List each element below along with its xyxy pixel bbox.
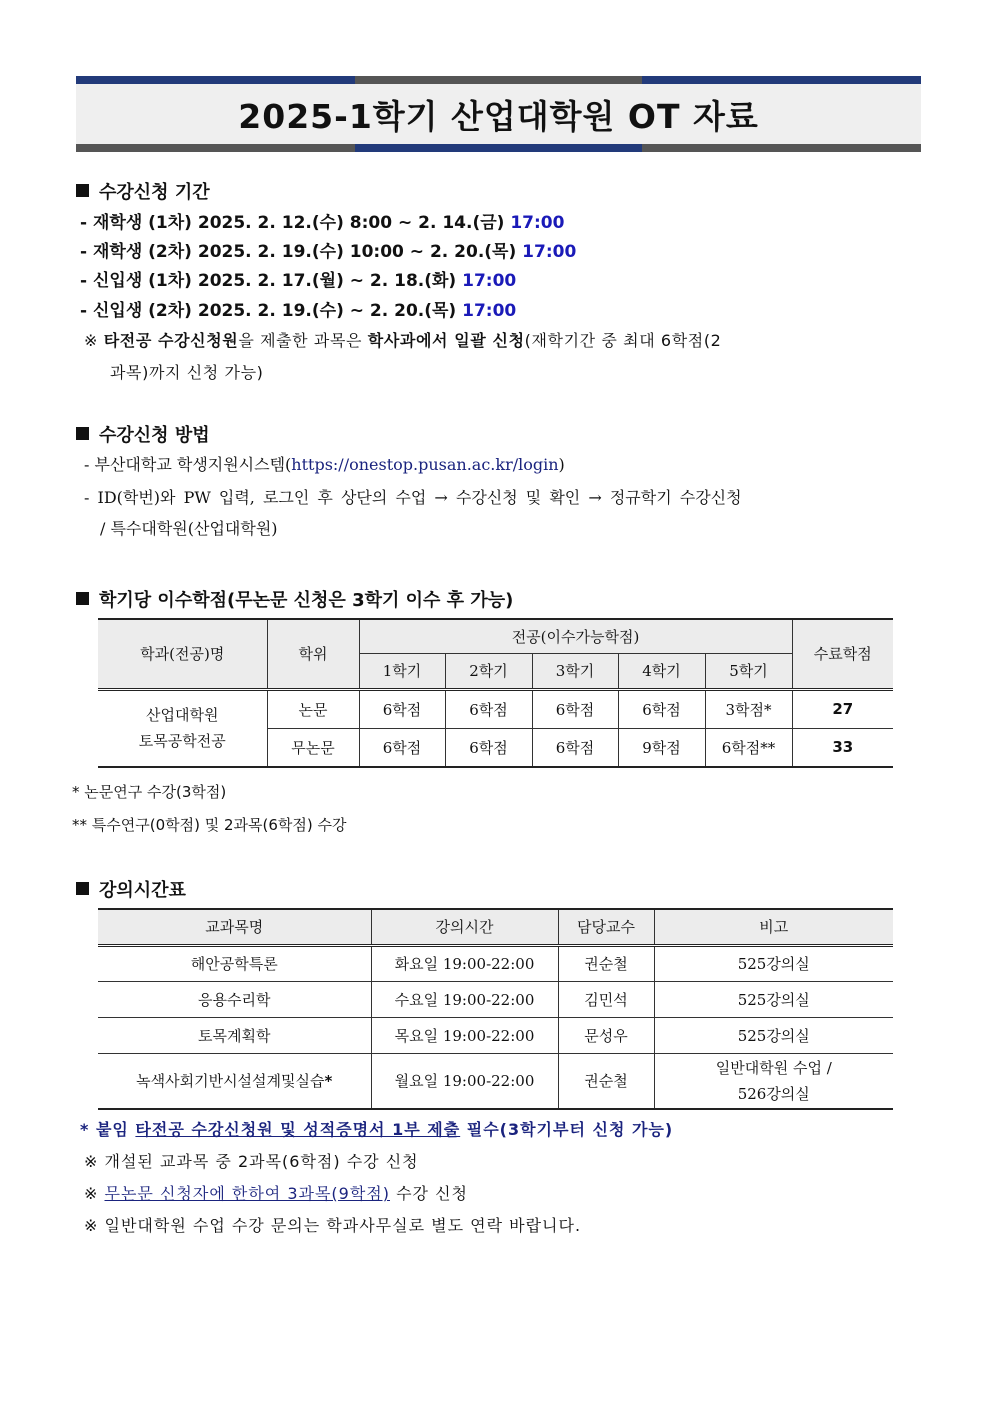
professor-cell: 권순철 xyxy=(558,945,654,981)
period-item: - 재학생 (2차) 2025. 2. 19.(수) 10:00 ~ 2. 20.(목) 17:00 xyxy=(80,242,577,262)
note-cell: 525강의실 xyxy=(737,1026,810,1045)
period-item: - 신입생 (2차) 2025. 2. 19.(수) ~ 2. 20.(목) 17:00 xyxy=(80,301,517,321)
header-degree: 학위 xyxy=(267,619,359,689)
course-cell: 응용수리학 xyxy=(98,981,371,1017)
banner-bottom-bar xyxy=(76,144,921,152)
time-cell: 수요일 19:00-22:00 xyxy=(371,981,558,1017)
header-major: 전공(이수가능학점) xyxy=(359,619,792,653)
section-heading-period: 수강신청 기간 xyxy=(76,178,210,204)
period-item: - 신입생 (1차) 2025. 2. 17.(월) ~ 2. 18.(화) 17:00 xyxy=(80,271,517,291)
banner-top-bar xyxy=(76,76,921,84)
period-item: - 재학생 (1차) 2025. 2. 12.(수) 8:00 ~ 2. 14.(금) 17:00 xyxy=(80,213,565,233)
dept-cell: 산업대학원 토목공학전공 xyxy=(98,689,267,767)
total-cell: 33 xyxy=(792,728,893,767)
column-header: 비고 xyxy=(759,918,789,937)
credit-cell: 6학점 xyxy=(359,728,445,767)
header-total: 수료학점 xyxy=(792,619,893,689)
credits-footnote-1: * 논문연구 수강(3학점) xyxy=(72,783,227,801)
credit-cell: 6학점 xyxy=(618,689,705,728)
column-header: 교과목명 xyxy=(98,909,371,945)
degree-cell: 무논문 xyxy=(267,728,359,767)
square-bullet-icon xyxy=(76,427,89,440)
header-term: 3학기 xyxy=(532,653,618,689)
timetable-note-2: ※ 개설된 교과목 중 2과목(6학점) 수강 신청 xyxy=(84,1152,419,1171)
title-banner xyxy=(76,76,921,152)
square-bullet-icon xyxy=(76,882,89,895)
time-cell: 화요일 19:00-22:00 xyxy=(371,945,558,981)
timetable-note-3: ※ 무논문 신청자에 한하여 3과목(9학점) 수강 신청 xyxy=(84,1184,468,1203)
method-item-1: - 부산대학교 학생지원시스템(https://onestop.pusan.ac.kr/login) xyxy=(84,455,565,474)
header-term: 2학기 xyxy=(445,653,532,689)
period-note-line2: 과목)까지 신청 가능) xyxy=(110,363,264,382)
total-cell: 27 xyxy=(792,689,893,728)
method-item-2-line2: / 특수대학원(산업대학원) xyxy=(100,519,278,538)
degree-cell: 논문 xyxy=(267,689,359,728)
header-term: 5학기 xyxy=(705,653,792,689)
method-item-2: - ID(학번)와 PW 입력, 로그인 후 상단의 수업 → 수강신청 및 확인 → 정규학기 수강신청 xyxy=(84,488,742,507)
credit-cell: 9학점 xyxy=(618,728,705,767)
time-cell: 목요일 19:00-22:00 xyxy=(371,1017,558,1053)
title-box xyxy=(76,84,921,144)
column-header: 강의시간 xyxy=(371,909,558,945)
square-bullet-icon xyxy=(76,184,89,197)
credit-cell: 6학점 xyxy=(532,689,618,728)
section-heading-credits: 학기당 이수학점(무논문 신청은 3학기 이수 후 가능) xyxy=(76,586,513,612)
period-note: ※ 타전공 수강신청원을 제출한 과목은 학사과에서 일괄 신청(재학기간 중 최대 6학점(2 xyxy=(84,331,722,350)
header-dept: 학과(전공)명 xyxy=(98,619,267,689)
credit-cell: 6학점 xyxy=(445,728,532,767)
credit-cell: 6학점 xyxy=(445,689,532,728)
section-heading-timetable: 강의시간표 xyxy=(76,876,186,902)
professor-cell: 김민석 xyxy=(558,981,654,1017)
professor-cell: 권순철 xyxy=(558,1053,654,1109)
credits-footnote-2: ** 특수연구(0학점) 및 2과목(6학점) 수강 xyxy=(72,816,347,834)
header-term: 1학기 xyxy=(359,653,445,689)
timetable-note-1: * 붙임 타전공 수강신청원 및 성적증명서 1부 제출 필수(3학기부터 신청 가능) xyxy=(80,1120,674,1139)
course-cell: 토목계획학 xyxy=(98,1017,371,1053)
square-bullet-icon xyxy=(76,592,89,605)
note-cell: 525강의실 xyxy=(737,990,810,1009)
credit-cell: 6학점 xyxy=(532,728,618,767)
time-cell: 월요일 19:00-22:00 xyxy=(371,1053,558,1109)
course-cell: 녹색사회기반시설설계및실습* xyxy=(98,1053,371,1109)
credit-cell: 3학점* xyxy=(705,689,792,728)
timetable-note-4: ※ 일반대학원 수업 수강 문의는 학과사무실로 별도 연락 바랍니다. xyxy=(84,1216,582,1235)
note-cell: 525강의실 xyxy=(737,955,810,973)
course-cell: 해안공학특론 xyxy=(98,945,371,981)
note-cell: 일반대학원 수업 / 526강의실 xyxy=(715,1058,832,1103)
page-title: 2025-1학기 산업대학원 OT 자료 xyxy=(238,96,759,136)
section-heading-method: 수강신청 방법 xyxy=(76,421,210,447)
professor-cell: 문성우 xyxy=(558,1017,654,1053)
timetable-table xyxy=(98,908,893,1110)
onestop-link[interactable]: https://onestop.pusan.ac.kr/login xyxy=(291,455,559,474)
column-header: 담당교수 xyxy=(558,909,654,945)
credit-cell: 6학점** xyxy=(705,728,792,767)
header-term: 4학기 xyxy=(618,653,705,689)
credit-cell: 6학점 xyxy=(359,689,445,728)
credits-table xyxy=(98,618,893,768)
